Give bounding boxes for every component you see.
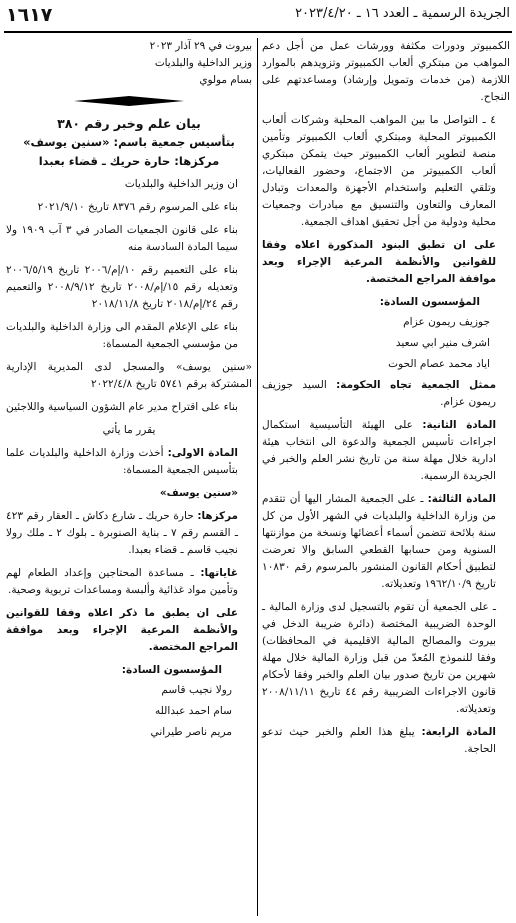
decision-title: بيان علم وخبر رقم ٣٨٠ [57,116,201,131]
article-2 [262,417,510,485]
paragraph: ٤ ـ التواصل ما بين المواهب المحلية وشركات ألعاب الكمبيوتر المحلية ومبتكري ألعاب الكمبيوتر وتأمين منصة لتطوير ألعاب الكمبيوتر حيث يتمكن مبتكري ألعاب الكمبيوتر من الاجتماع، وحضور الفعاليات، وتلقي التعليم واستخدام الأجهزة والمعدات وتبادل المعارف والتعاون والتنسيق مع مبادرات وجمعيات محلية ودولية من أجل تحقيق اهداف الجمعية. [262,114,496,228]
compliance-clause: على ان تطبق البنود المذكورة اعلاه وفقا للقوانين والأنظمة المرعية الإجراء وبعد موافقة المراجع المختصة. [262,239,496,285]
article-label: المادة الرابعة: [421,726,496,738]
founder-name: سام احمد عبدالله [154,705,232,717]
article-label: المادة الثانية: [422,419,497,431]
right-column [262,38,510,764]
page-number: ١٦١٧ [6,4,53,26]
founder-name: اشرف منير ابي سعيد [395,337,490,349]
paragraph: بناء على الإعلام المقدم الى وزارة الداخلية والبلديات من مؤسسي الجمعية المسماة: [6,321,238,350]
article-text: أخذت وزارة الداخلية والبلديات علما بتأسيس الجمعية المسماة: [6,447,238,476]
government-representative [262,377,510,411]
association-name: «سنين يوسف» [159,487,238,499]
paragraph: ان وزير الداخلية والبلديات [124,178,238,190]
article-text: على الهيئة التأسيسية استكمال اجراءات تأسيس الجمعية والدعوة الى انتخاب هيئة ادارية خلال مهلة سنة من تاريخ نشر العلم والخبر في الجريدة الرسمية. [262,419,496,482]
gazette-title: الجريدة الرسمية ـ العدد ١٦ ـ ٢٠٢٣/٤/٢٠ [295,6,510,21]
rep-name: السيد جوزيف ريمون عزام. [262,379,496,408]
paragraph: بناء على التعميم رقم ١٠/إم/٢٠٠٦ تاريخ ٢٠٠٦/٥/١٩ وتعديله رقم ١٥/إم/٢٠٠٨ تاريخ ٢٠٠٨/٩/١٢ والتعميم رقم ٢٤/إم/٢٠١٨ تاريخ ٢٠١٨/١١/٨ [6,264,238,310]
paragraph: بناء على قانون الجمعيات الصادر في ٣ آب ١٩٠٩ ولا سيما المادة السادسة منه [6,224,239,253]
hq-text: حارة حريك ـ شارع دكاش ـ العقار رقم ٤٢٣ ـ القسم رقم ٧ ـ بناية الصنوبرة ـ بلوك ٢ ـ ملك رولا نجيب قاسم ـ قضاء بعبدا. [6,510,238,556]
headquarters [6,508,252,559]
signature-name: بسام مولوي [199,74,252,86]
decision-location: مركزها: حارة حريك ـ قضاء بعبدا [38,154,220,168]
goals [6,565,252,599]
header-rule [4,31,512,33]
paragraph: الكمبيوتر ودورات مكثفة وورشات عمل من أجل دعم المواهب من مبتكري ألعاب الكمبيوتر وتزويدهم بالموارد اللازمة (من خدمات وتمويل وإرشاد) ومساعدتهم على النجاح. [262,40,510,103]
signature-place-date: بيروت في ٢٩ آذار ٢٠٢٣ [149,40,252,52]
column-divider [257,38,258,916]
paragraph: بناء على اقتراح مدير عام الشؤون السياسية واللاجئين [6,401,238,413]
founder-name: رولا نجيب قاسم [161,684,232,696]
article-1 [6,445,252,479]
goals-label: غاياتها: [200,567,238,579]
founders-heading: المؤسسون السادة: [379,296,480,308]
signature-title: وزير الداخلية والبلديات [154,57,252,69]
decides-line: يقرر ما يأتي [102,424,156,436]
founder-name: جوزيف ريمون عزام [403,316,490,328]
page-header [0,0,516,30]
rep-label: ممثل الجمعية تجاه الحكومة: [336,379,497,391]
article-label: المادة الاولى: [167,447,238,459]
paragraph: «سنين يوسف» والمسجل لدى المديرية الإدارية المشتركة برقم ٥٧٤١ تاريخ ٢٠٢٢/٤/٨ [6,361,252,390]
paragraph: بناء على المرسوم رقم ٨٣٧٦ تاريخ ٢٠٢١/٩/١٠ [37,201,238,213]
founders-heading: المؤسسون السادة: [121,664,222,676]
article-3 [262,491,510,593]
article-text: يبلغ هذا العلم والخبر حيث تدعو الحاجة. [262,726,496,755]
decision-subject: بتأسيس جمعية باسم: «سنين يوسف» [23,135,235,149]
article-label: المادة الثالثة: [427,493,496,505]
article-text: ـ على الجمعية المشار اليها أن تتقدم من وزارة الداخلية والبلديات في الشهر الأول من كل سنة بلائحة تتضمن أسماء أعضائها ونسخة من موازنتها السنوية ومن حسابها القطعي السابق والا تعرضت لتطبيق أحكام القانون المنشور بالمرسوم رقم ١٠٨٣٠ تاريخ ١٩٦٢/١٠/٩ وتعديلاته. [262,493,496,590]
founder-name: اياد محمد عصام الحوت [388,358,490,370]
article-3-b: ـ على الجمعية أن تقوم بالتسجيل لدى وزارة المالية ـ الوحدة الضريبية المختصة (دائرة ضريبة الدخل في بيروت والمصالح المالية الاقليمية في المحافظات) وفقا للنموذج المُعدّ من قبل وزارة المالية خلال مهلة شهرين من تاريخ صدور بيان العلم والخبر وفقا لأحكام قانون الاجراءات الضريبية رقم ٤٤ تاريخ ٢٠٠٨/١١/١١ وتعديلاته. [262,601,496,715]
goals-text: ـ مساعدة المحتاجين وإعداد الطعام لهم وتأمين مواد غذائية وألبسة ومساعدات تربوية وصحية. [6,567,238,596]
founder-name: مريم ناصر طيراني [150,726,232,738]
left-column [6,38,252,745]
compliance-clause: على ان يطبق ما ذكر اعلاه وفقا للقوانين والأنظمة المرعية الإجراء وبعد موافقة المراجع المختصة. [6,607,238,653]
article-4 [262,724,510,758]
hq-label: مركزها: [197,510,238,522]
separator-ornament [74,95,184,107]
